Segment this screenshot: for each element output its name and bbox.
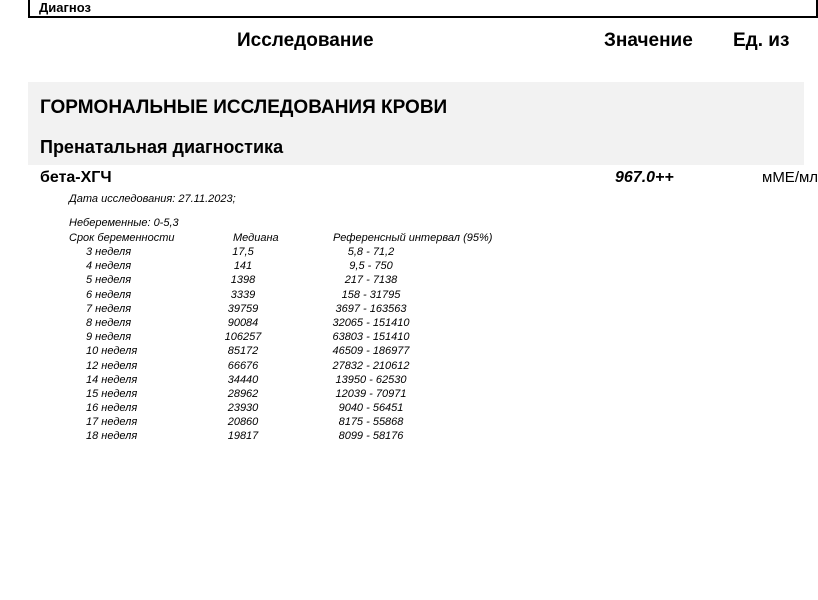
ref-term: 8 неделя xyxy=(86,316,132,329)
section-title: ГОРМОНАЛЬНЫЕ ИССЛЕДОВАНИЯ КРОВИ xyxy=(40,97,448,118)
ref-interval: 8175 - 55868 xyxy=(338,416,404,429)
ref-median: 90084 xyxy=(227,316,259,329)
ref-term: 16 неделя xyxy=(86,402,138,415)
column-header-unit: Ед. из xyxy=(733,30,790,51)
table-row xyxy=(0,359,560,373)
ref-term: 10 неделя xyxy=(86,345,138,358)
ref-median: 66676 xyxy=(227,359,259,372)
ref-median: 106257 xyxy=(224,331,262,344)
ref-interval: 9040 - 56451 xyxy=(338,402,404,415)
ref-interval: 9,5 - 750 xyxy=(349,260,393,273)
ref-term: 14 неделя xyxy=(86,373,138,386)
ref-interval: 217 - 7138 xyxy=(344,274,398,287)
table-row xyxy=(0,330,560,344)
table-row xyxy=(0,288,560,302)
ref-median: 34440 xyxy=(227,373,259,386)
test-value: 967.0++ xyxy=(615,169,674,186)
ref-term: 12 неделя xyxy=(86,359,138,372)
table-row xyxy=(0,373,560,387)
ref-term: 17 неделя xyxy=(86,416,138,429)
ref-interval: 8099 - 58176 xyxy=(338,430,404,443)
ref-interval: 46509 - 186977 xyxy=(332,345,410,358)
ref-interval: 3697 - 163563 xyxy=(335,302,407,315)
ref-header-term: Срок беременности xyxy=(69,232,175,244)
test-unit: мМЕ/мл xyxy=(762,169,818,186)
ref-interval: 63803 - 151410 xyxy=(332,331,410,344)
table-row xyxy=(0,415,560,429)
ref-median: 17,5 xyxy=(232,246,254,258)
non-pregnant-reference: Небеременные: 0-5,3 xyxy=(69,217,179,229)
ref-median: 1398 xyxy=(230,274,256,287)
table-row xyxy=(0,401,560,415)
ref-interval: 158 - 31795 xyxy=(341,288,401,301)
ref-median: 28962 xyxy=(227,387,259,400)
ref-median: 23930 xyxy=(227,402,259,415)
ref-median: 20860 xyxy=(227,416,259,429)
ref-median: 39759 xyxy=(227,302,259,315)
ref-header-median: Медиана xyxy=(233,232,279,244)
ref-term: 3 неделя xyxy=(86,246,132,258)
ref-term: 15 неделя xyxy=(86,387,138,400)
table-row xyxy=(0,259,560,273)
section-subtitle: Пренатальная диагностика xyxy=(40,137,284,157)
ref-term: 6 неделя xyxy=(86,288,132,301)
column-header-value: Значение xyxy=(604,30,693,51)
ref-interval: 12039 - 70971 xyxy=(335,387,407,400)
study-date: Дата исследования: 27.11.2023; xyxy=(69,193,236,205)
ref-interval: 5,8 - 71,2 xyxy=(347,246,395,258)
table-row xyxy=(0,387,560,401)
ref-term: 9 неделя xyxy=(86,331,132,344)
table-row xyxy=(0,245,560,259)
ref-interval: 13950 - 62530 xyxy=(335,373,407,386)
test-name: бета-ХГЧ xyxy=(40,169,112,186)
ref-header-interval: Референсный интервал (95%) xyxy=(333,232,493,244)
table-row xyxy=(0,316,560,330)
table-row xyxy=(0,273,560,287)
ref-median: 3339 xyxy=(230,288,256,301)
ref-term: 18 неделя xyxy=(86,430,138,443)
table-row xyxy=(0,344,560,358)
reference-table xyxy=(0,245,560,444)
ref-interval: 32065 - 151410 xyxy=(332,316,410,329)
ref-median: 19817 xyxy=(227,430,259,443)
table-row xyxy=(0,302,560,316)
ref-interval: 27832 - 210612 xyxy=(332,359,410,372)
column-header-study: Исследование xyxy=(237,30,374,51)
diagnosis-box xyxy=(28,0,818,18)
ref-term: 7 неделя xyxy=(86,302,132,315)
ref-term: 4 неделя xyxy=(86,260,132,273)
ref-median: 85172 xyxy=(227,345,259,358)
diagnosis-label: Диагноз xyxy=(39,0,91,15)
table-row xyxy=(0,429,560,443)
ref-median: 141 xyxy=(233,260,253,273)
ref-term: 5 неделя xyxy=(86,274,132,287)
